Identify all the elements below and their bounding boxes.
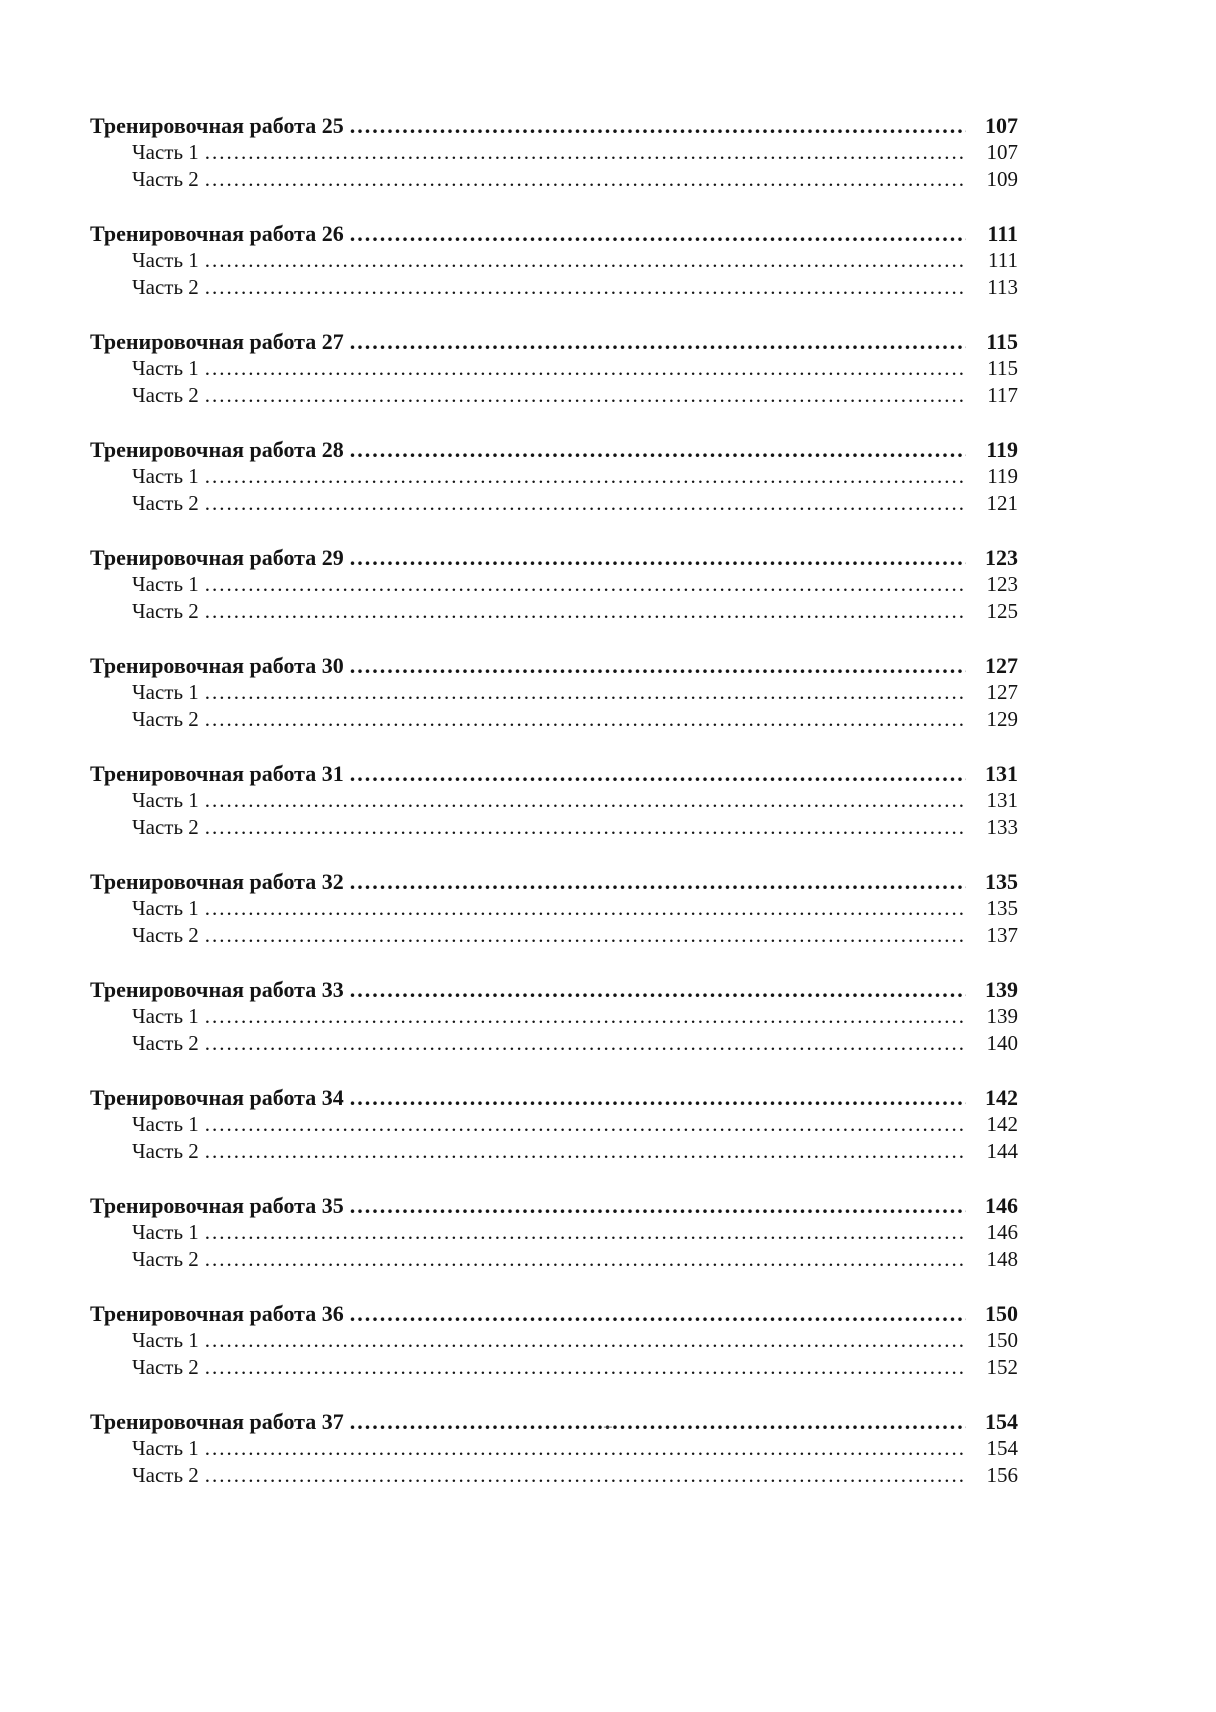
toc-entry-page: 154 <box>985 1409 1018 1434</box>
toc-entry-page: 123 <box>985 545 1018 570</box>
toc-part-row <box>90 679 1018 706</box>
dot-leader <box>350 976 966 1003</box>
toc-entry-page: 131 <box>985 761 1018 786</box>
toc-section-row <box>90 1084 1018 1111</box>
toc-part-row <box>90 247 1018 274</box>
toc-section <box>90 112 1018 193</box>
toc-entry-page: 133 <box>986 815 1018 839</box>
dot-leader <box>205 355 966 382</box>
toc-entry-page: 119 <box>986 437 1018 462</box>
toc-section-row <box>90 868 1018 895</box>
toc-part-row <box>90 382 1018 409</box>
toc-entry-page: 139 <box>986 1004 1018 1028</box>
toc-entry-title: Часть 2 <box>132 1247 199 1271</box>
toc-part-row <box>90 1219 1018 1246</box>
toc-entry-title: Часть 2 <box>132 491 199 515</box>
toc-part-row <box>90 1462 1018 1489</box>
toc-entry-page: 146 <box>985 1193 1018 1218</box>
toc-entry-title: Часть 1 <box>132 1436 199 1460</box>
toc-entry-title: Часть 1 <box>132 1112 199 1136</box>
dot-leader <box>350 328 966 355</box>
toc-section <box>90 436 1018 517</box>
dot-leader <box>205 1030 966 1057</box>
toc-part-row <box>90 814 1018 841</box>
page-footer-mark: – <box>604 1418 612 1435</box>
dot-leader <box>350 436 966 463</box>
dot-leader <box>205 490 966 517</box>
dot-leader <box>205 922 966 949</box>
dot-leader <box>205 139 966 166</box>
dot-leader <box>205 274 966 301</box>
toc-entry-page: 115 <box>987 356 1018 380</box>
toc-entry-page: 121 <box>986 491 1018 515</box>
toc-entry-page: 111 <box>987 221 1018 246</box>
toc-part-row <box>90 895 1018 922</box>
toc-section <box>90 328 1018 409</box>
toc-entry-title: Часть 1 <box>132 896 199 920</box>
toc-entry-page: 135 <box>986 896 1018 920</box>
toc-entry-page: 156 <box>986 1463 1018 1487</box>
toc-section-row <box>90 220 1018 247</box>
toc-entry-page: 148 <box>986 1247 1018 1271</box>
toc-entry-page: 142 <box>985 1085 1018 1110</box>
dot-leader <box>205 1138 966 1165</box>
toc-entry-title: Часть 2 <box>132 275 199 299</box>
toc-entry-page: 125 <box>986 599 1018 623</box>
toc-part-row <box>90 1111 1018 1138</box>
toc-entry-page: 127 <box>986 680 1018 704</box>
toc-entry-page: 152 <box>986 1355 1018 1379</box>
toc-entry-title: Тренировочная работа 25 <box>90 113 344 138</box>
toc-entry-page: 150 <box>985 1301 1018 1326</box>
toc-part-row <box>90 463 1018 490</box>
toc-section <box>90 1192 1018 1273</box>
toc-entry-page: 154 <box>986 1436 1018 1460</box>
toc-section-row <box>90 1192 1018 1219</box>
toc-entry-title: Часть 1 <box>132 1004 199 1028</box>
dot-leader <box>350 1084 966 1111</box>
dot-leader <box>205 814 966 841</box>
toc-entry-page: 139 <box>985 977 1018 1002</box>
toc-section-row <box>90 760 1018 787</box>
dot-leader <box>350 1300 966 1327</box>
toc-part-row <box>90 706 1018 733</box>
toc-entry-title: Часть 2 <box>132 815 199 839</box>
toc-part-row <box>90 598 1018 625</box>
dot-leader <box>350 1192 966 1219</box>
toc-part-row <box>90 1354 1018 1381</box>
toc-entry-title: Тренировочная работа 30 <box>90 653 344 678</box>
dot-leader <box>205 1327 966 1354</box>
dot-leader <box>350 112 966 139</box>
dot-leader <box>205 1111 966 1138</box>
toc-entry-title: Часть 1 <box>132 788 199 812</box>
toc-entry-title: Часть 2 <box>132 167 199 191</box>
toc-section <box>90 1300 1018 1381</box>
toc-section <box>90 652 1018 733</box>
toc-entry-page: 111 <box>988 248 1018 272</box>
dot-leader <box>205 598 966 625</box>
toc-part-row <box>90 1246 1018 1273</box>
dot-leader <box>350 220 966 247</box>
toc-entry-title: Тренировочная работа 28 <box>90 437 344 462</box>
toc-entry-title: Часть 1 <box>132 464 199 488</box>
toc-part-row <box>90 274 1018 301</box>
toc-entry-title: Часть 1 <box>132 680 199 704</box>
toc-entry-title: Часть 1 <box>132 248 199 272</box>
toc-part-row <box>90 355 1018 382</box>
dot-leader <box>205 895 966 922</box>
toc-section-row <box>90 544 1018 571</box>
toc-entry-page: 107 <box>986 140 1018 164</box>
toc-part-row <box>90 166 1018 193</box>
toc-section-row <box>90 1300 1018 1327</box>
toc-section-row <box>90 112 1018 139</box>
toc-entry-page: 109 <box>986 167 1018 191</box>
dot-leader <box>350 868 966 895</box>
toc-entry-page: 146 <box>986 1220 1018 1244</box>
toc-section <box>90 760 1018 841</box>
toc-part-row <box>90 1327 1018 1354</box>
toc-section <box>90 544 1018 625</box>
toc-entry-title: Тренировочная работа 32 <box>90 869 344 894</box>
toc-list <box>90 112 1018 1516</box>
toc-entry-page: 115 <box>986 329 1018 354</box>
toc-entry-page: 107 <box>985 113 1018 138</box>
toc-entry-title: Часть 1 <box>132 572 199 596</box>
dot-leader <box>205 1354 966 1381</box>
dot-leader <box>205 1003 966 1030</box>
toc-entry-title: Часть 2 <box>132 1031 199 1055</box>
toc-part-row <box>90 1030 1018 1057</box>
toc-entry-page: 142 <box>986 1112 1018 1136</box>
dot-leader <box>205 679 966 706</box>
toc-part-row <box>90 139 1018 166</box>
dot-leader <box>205 571 966 598</box>
dot-leader <box>205 1462 966 1489</box>
toc-entry-page: 117 <box>987 383 1018 407</box>
toc-entry-title: Тренировочная работа 36 <box>90 1301 344 1326</box>
toc-entry-title: Часть 1 <box>132 1220 199 1244</box>
dot-leader <box>205 787 966 814</box>
toc-part-row <box>90 787 1018 814</box>
toc-entry-title: Тренировочная работа 31 <box>90 761 344 786</box>
dot-leader <box>205 706 966 733</box>
toc-entry-title: Тренировочная работа 26 <box>90 221 344 246</box>
toc-entry-page: 127 <box>985 653 1018 678</box>
toc-entry-title: Часть 2 <box>132 1355 199 1379</box>
toc-entry-title: Часть 2 <box>132 1139 199 1163</box>
toc-part-row <box>90 922 1018 949</box>
toc-entry-page: 123 <box>986 572 1018 596</box>
toc-section-row <box>90 328 1018 355</box>
toc-part-row <box>90 571 1018 598</box>
toc-section <box>90 220 1018 301</box>
toc-entry-page: 119 <box>987 464 1018 488</box>
toc-entry-page: 113 <box>987 275 1018 299</box>
dot-leader <box>350 652 966 679</box>
toc-section-row <box>90 436 1018 463</box>
toc-entry-title: Часть 1 <box>132 1328 199 1352</box>
toc-part-row <box>90 1138 1018 1165</box>
toc-section <box>90 1084 1018 1165</box>
toc-part-row <box>90 490 1018 517</box>
toc-entry-page: 129 <box>986 707 1018 731</box>
toc-part-row <box>90 1003 1018 1030</box>
toc-entry-page: 137 <box>986 923 1018 947</box>
dot-leader <box>205 166 966 193</box>
toc-entry-title: Часть 2 <box>132 383 199 407</box>
toc-entry-title: Часть 2 <box>132 923 199 947</box>
toc-entry-title: Часть 2 <box>132 1463 199 1487</box>
toc-entry-title: Тренировочная работа 37 <box>90 1409 344 1434</box>
toc-entry-title: Тренировочная работа 34 <box>90 1085 344 1110</box>
toc-entry-page: 131 <box>986 788 1018 812</box>
toc-part-row <box>90 1435 1018 1462</box>
toc-entry-title: Часть 2 <box>132 707 199 731</box>
toc-entry-title: Часть 2 <box>132 599 199 623</box>
toc-section <box>90 976 1018 1057</box>
dot-leader <box>205 382 966 409</box>
toc-entry-page: 140 <box>986 1031 1018 1055</box>
dot-leader <box>205 247 966 274</box>
dot-leader <box>205 1246 966 1273</box>
toc-entry-title: Тренировочная работа 27 <box>90 329 344 354</box>
dot-leader <box>350 760 966 787</box>
toc-entry-page: 135 <box>985 869 1018 894</box>
toc-section <box>90 868 1018 949</box>
toc-section-row <box>90 976 1018 1003</box>
toc-section-row <box>90 652 1018 679</box>
dot-leader <box>205 463 966 490</box>
toc-entry-title: Часть 1 <box>132 140 199 164</box>
toc-entry-title: Тренировочная работа 29 <box>90 545 344 570</box>
toc-entry-title: Часть 1 <box>132 356 199 380</box>
toc-entry-page: 150 <box>986 1328 1018 1352</box>
toc-entry-title: Тренировочная работа 33 <box>90 977 344 1002</box>
dot-leader <box>205 1219 966 1246</box>
dot-leader <box>350 544 966 571</box>
dot-leader <box>205 1435 966 1462</box>
toc-entry-title: Тренировочная работа 35 <box>90 1193 344 1218</box>
toc-entry-page: 144 <box>986 1139 1018 1163</box>
